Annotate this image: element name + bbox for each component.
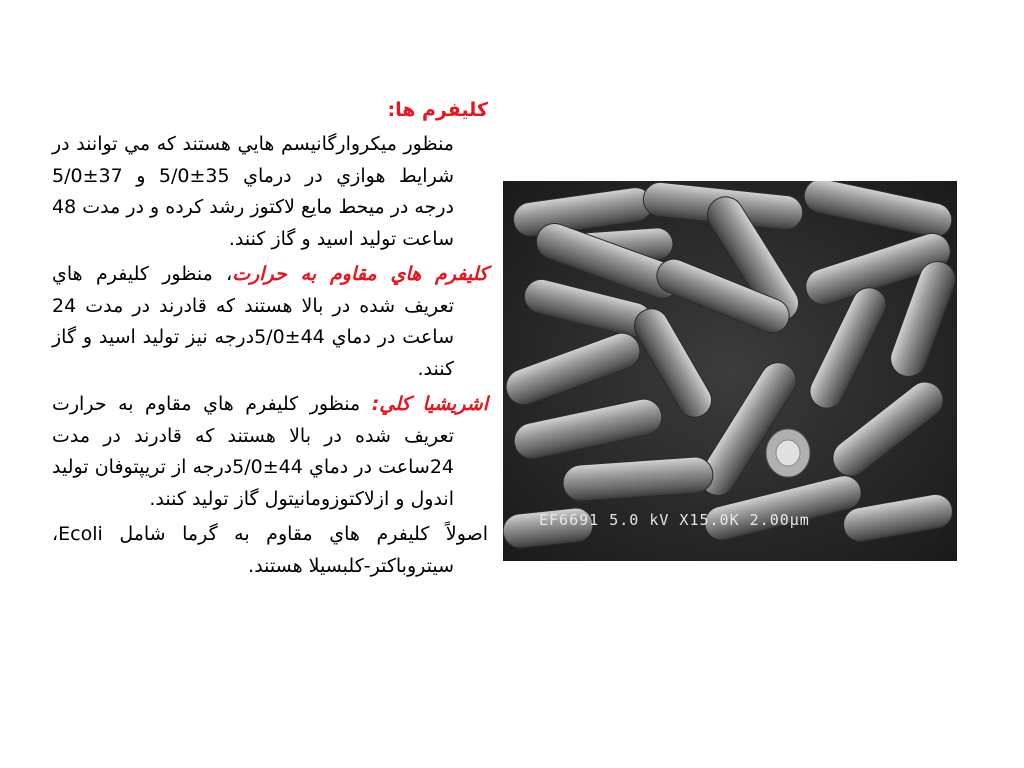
micrograph-caption: EF6691 5.0 kV X15.0K 2.00µm — [539, 511, 810, 529]
term-escherichia-coli: اشريشيا كلي: — [371, 393, 488, 415]
term-thermotolerant-coliforms: كليفرم هاي مقاوم به حرارت — [232, 263, 488, 285]
paragraph-coliform-definition: منظور ميكروارگانيسم هايي هستند كه مي توانند در شرايط هوازي در درماي 35±5/0 و 37±5/0 درجه در ميحط مايع لاكتوز رشد كرده و در مدت 48 ساعت توليد اسيد و گاز كنند. — [52, 133, 454, 250]
bacteria-illustration — [503, 181, 957, 561]
summary-text: اصولاً كليفرم هاي مقاوم به گرما شامل Ecoli، سيتروباكتر-كلبسيلا هستند. — [52, 523, 488, 577]
micrograph-image — [503, 181, 957, 561]
paragraph-ecoli — [52, 389, 488, 515]
paragraph-thermotolerant — [52, 259, 488, 385]
thermotolerant-definition: ، منظور كليفرم هاي تعريف شده در بالا هستند كه قادرند در مدت 24 ساعت در دماي 44±5/0درجه نيز توليد اسيد و گاز كنند. — [52, 263, 454, 380]
paragraph-summary — [52, 519, 488, 582]
heading-coliforms: كليفرم ها: — [387, 99, 488, 121]
ecoli-definition: منظور كليفرم هاي مقاوم به حرارت تعريف شده در بالا هستند كه قادرند در مدت 24ساعت در دماي 44±5/0درجه از تريپتوفان توليد اندول و ازلاكتوزومانيتول گاز توليد كنند. — [52, 393, 454, 510]
slide-text — [52, 97, 488, 586]
